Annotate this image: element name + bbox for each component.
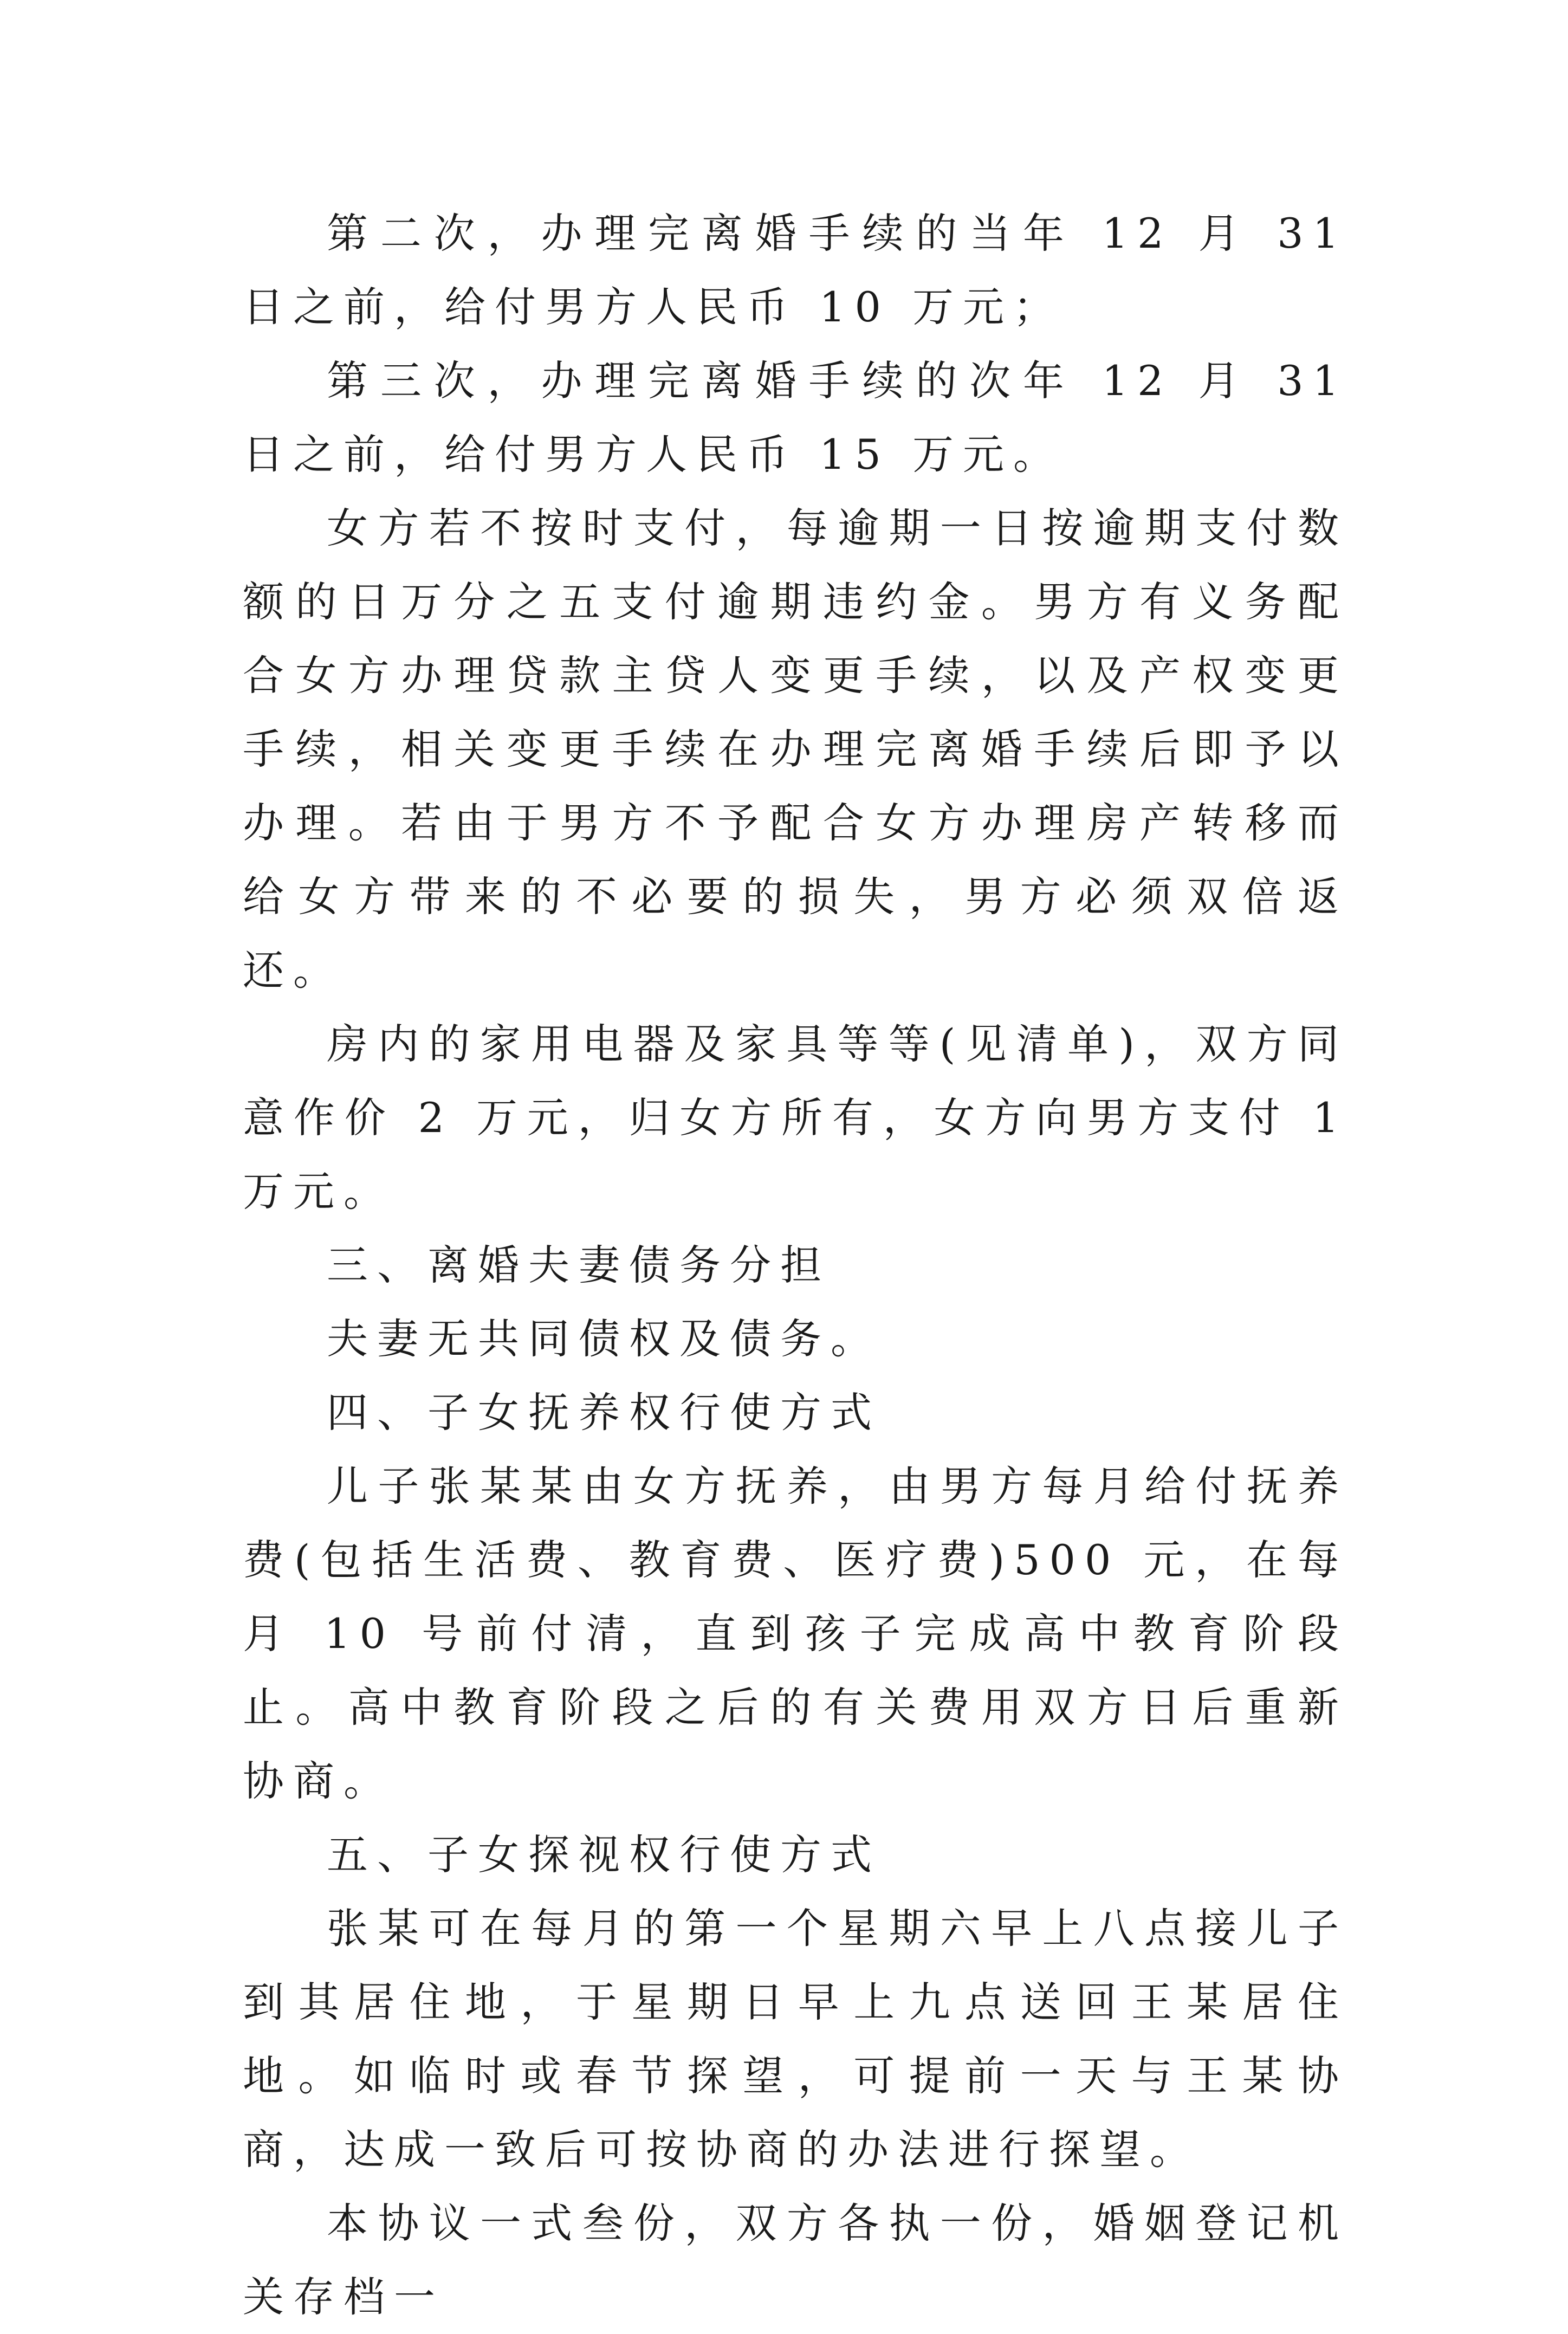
paragraph-custody: 儿子张某某由女方抚养，由男方每月给付抚养费(包括生活费、教育费、医疗费)500 元，在每月 10 号前付清，直到孩子完成高中教育阶段止。高中教育阶段之后的有关费用双方日后重新协商。 xyxy=(243,1462,1348,1805)
paragraph-debts: 夫妻无共同债权及债务。 xyxy=(327,1315,881,1363)
section-heading-visitation: 五、子女探视权行使方式 xyxy=(327,1831,881,1879)
document-body xyxy=(243,197,1348,2334)
paragraph-household-appliances: 房内的家用电器及家具等等(见清单)，双方同意作价 2 万元，归女方所有，女方向男方支付 1 万元。 xyxy=(243,1020,1348,1216)
paragraph-late-payment-penalty: 女方若不按时支付，每逾期一日按逾期支付数额的日万分之五支付逾期违约金。男方有义务配合女方办理贷款主贷人变更手续，以及产权变更手续，相关变更手续在办理完离婚手续后即予以办理。若由于男方不予配合女方办理房产转移而给女方带来的不必要的损失，男方必须双倍返还。 xyxy=(243,504,1348,994)
paragraph-second-payment: 第二次，办理完离婚手续的当年 12 月 31 日之前，给付男方人民币 10 万元； xyxy=(243,209,1348,331)
paragraph-copies: 本协议一式叁份，双方各执一份，婚姻登记机关存档一 xyxy=(243,2199,1348,2321)
section-heading-custody: 四、子女抚养权行使方式 xyxy=(327,1388,881,1437)
paragraph-visitation: 张某可在每月的第一个星期六早上八点接儿子到其居住地，于星期日早上九点送回王某居住地。如临时或春节探望，可提前一天与王某协商，达成一致后可按协商的办法进行探望。 xyxy=(243,1904,1348,2174)
paragraph-third-payment: 第三次，办理完离婚手续的次年 12 月 31 日之前，给付男方人民币 15 万元。 xyxy=(243,357,1348,479)
section-heading-debts: 三、离婚夫妻债务分担 xyxy=(327,1241,831,1289)
